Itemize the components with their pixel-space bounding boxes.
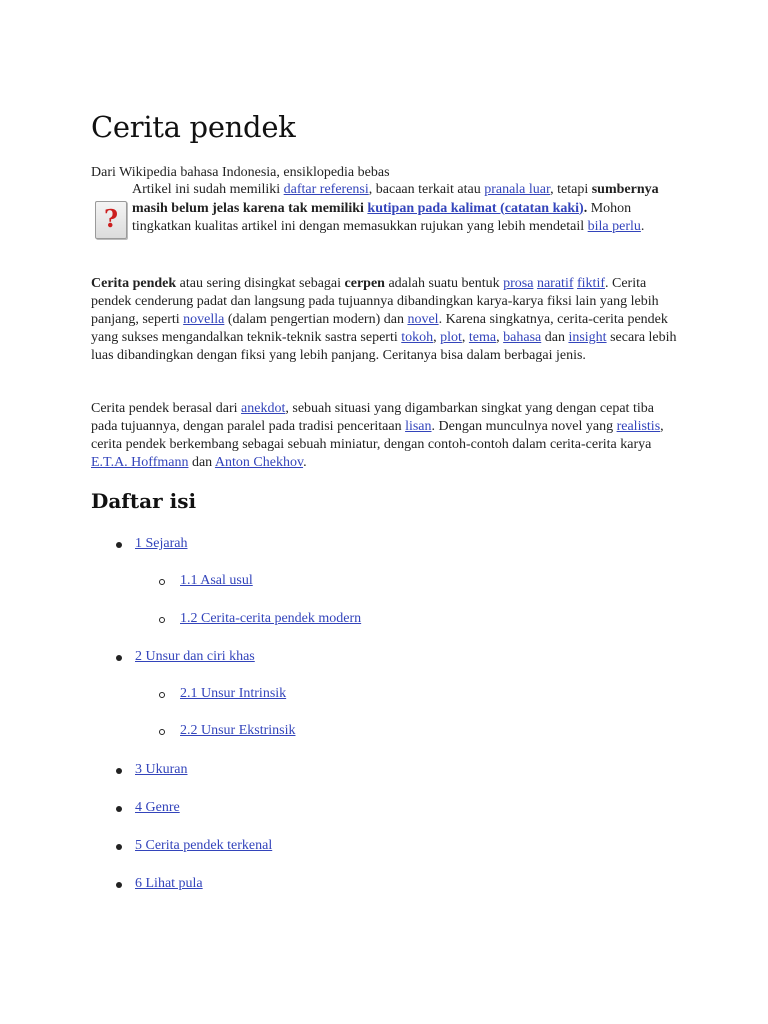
notice-bold-2: . [583,200,588,216]
term-cerita-pendek: Cerita pendek [91,276,177,291]
p1-text-9: , [461,330,469,345]
circle-bullet-icon [159,617,165,623]
p1-text-1: atau sering disingkat sebagai [176,276,345,291]
link-lisan[interactable]: lisan [405,419,432,434]
p1-text-8: , [433,330,441,345]
link-anekdot[interactable]: anekdot [241,401,286,416]
p1-text-6: (dalam pengertian modern) dan [224,312,408,327]
link-naratif[interactable]: naratif [536,276,574,291]
p2-text-1: Cerita pendek berasal dari [91,401,242,416]
citation-notice [91,181,681,259]
toc-item[interactable]: 2.2 Unsur Ekstrinsik [180,723,296,738]
p1-text-11: dan [541,330,569,345]
toc-item[interactable]: 2 Unsur dan ciri khas [135,649,255,664]
toc-item[interactable]: 2.1 Unsur Intrinsik [180,686,287,701]
link-hoffmann[interactable]: E.T.A. Hoffmann [91,455,189,470]
link-pranala-luar[interactable]: pranala luar [484,182,551,197]
link-tema[interactable]: tema [468,330,497,345]
p2-text-6: . [303,455,307,470]
p1-text-12: secara lebih luas dibandingkan dengan fiksi yang lebih panjang. Ceritanya bisa dalam berbagai jenis. [91,330,677,363]
notice-bold-1: sumbernya masih belum jelas karena tak memiliki [132,182,659,216]
page-title: Cerita pendek [91,110,296,144]
bullet-icon [116,542,122,548]
link-prosa[interactable]: prosa [503,276,534,291]
toc-item[interactable]: 1.1 Asal usul [180,573,253,588]
toc-item[interactable]: 5 Cerita pendek terkenal [135,838,273,853]
p2-text-4: , cerita pendek berkembang sebagai sebuah miniatur, dengan contoh-contoh dalam cerita-cerita karya [91,419,664,452]
notice-text-5: . [640,219,645,234]
link-bahasa[interactable]: bahasa [503,330,542,345]
p1-text-7: . Karena singkatnya, cerita-cerita pendek yang sukses mengandalkan teknik-teknik sastra seperti [91,312,668,345]
circle-bullet-icon [159,692,165,698]
p2-text-3: . Dengan munculnya novel yang [431,419,617,434]
toc-item[interactable]: 4 Genre [135,800,180,815]
link-novel[interactable]: novel [407,312,439,327]
bullet-icon [116,882,122,888]
link-insight[interactable]: insight [568,330,607,345]
link-plot[interactable]: plot [440,330,462,345]
link-tokoh[interactable]: tokoh [401,330,434,345]
link-kutipan[interactable]: kutipan pada kalimat (catatan kaki) [367,200,584,216]
link-novella[interactable]: novella [183,312,225,327]
question-mark-icon: ? [95,201,127,239]
link-bila-perlu[interactable]: bila perlu [587,219,641,234]
p2-text-2: , sebuah situasi yang digambarkan singkat yang dengan cepat tiba pada tujuannya, dengan paralel pada tradisi penceritaan [91,401,654,434]
toc-item[interactable]: 3 Ukuran [135,762,188,777]
page-subtitle: Dari Wikipedia bahasa Indonesia, ensiklopedia bebas [91,165,390,180]
notice-text-3: , tetapi [550,182,592,197]
p1-text-10: , [496,330,504,345]
toc-item[interactable]: 1 Sejarah [135,536,188,551]
circle-bullet-icon [159,729,165,735]
p2-text-5: dan [188,455,215,470]
notice-text-2: , bacaan terkait atau [368,182,485,197]
bullet-icon [116,844,122,850]
paragraph-intro [91,275,681,365]
notice-text-4: Mohon tingkatkan kualitas artikel ini dengan memasukkan rujukan yang lebih mendetail [132,200,632,234]
link-realistis[interactable]: realistis [616,419,661,434]
p1-text-5: . Cerita pendek cenderung padat dan langsung pada tujuannya dibandingkan karya-karya fiksi lain yang lebih panjang, seperti [91,276,659,327]
toc-item[interactable]: 1.2 Cerita-cerita pendek modern [180,611,362,626]
notice-text-1: Artikel ini sudah memiliki [132,182,284,197]
p1-text-2: adalah suatu bentuk [384,276,504,291]
bullet-icon [116,655,122,661]
link-chekhov[interactable]: Anton Chekhov [214,455,304,470]
link-daftar-referensi[interactable]: daftar referensi [283,182,369,197]
link-fiktif[interactable]: fiktif [577,276,605,291]
paragraph-origin [91,400,681,472]
toc-item[interactable]: 6 Lihat pula [135,876,203,891]
circle-bullet-icon [159,579,165,585]
bullet-icon [116,806,122,812]
term-cerpen: cerpen [344,276,385,291]
toc-heading: Daftar isi [91,489,197,513]
bullet-icon [116,768,122,774]
notice-text [132,181,681,237]
